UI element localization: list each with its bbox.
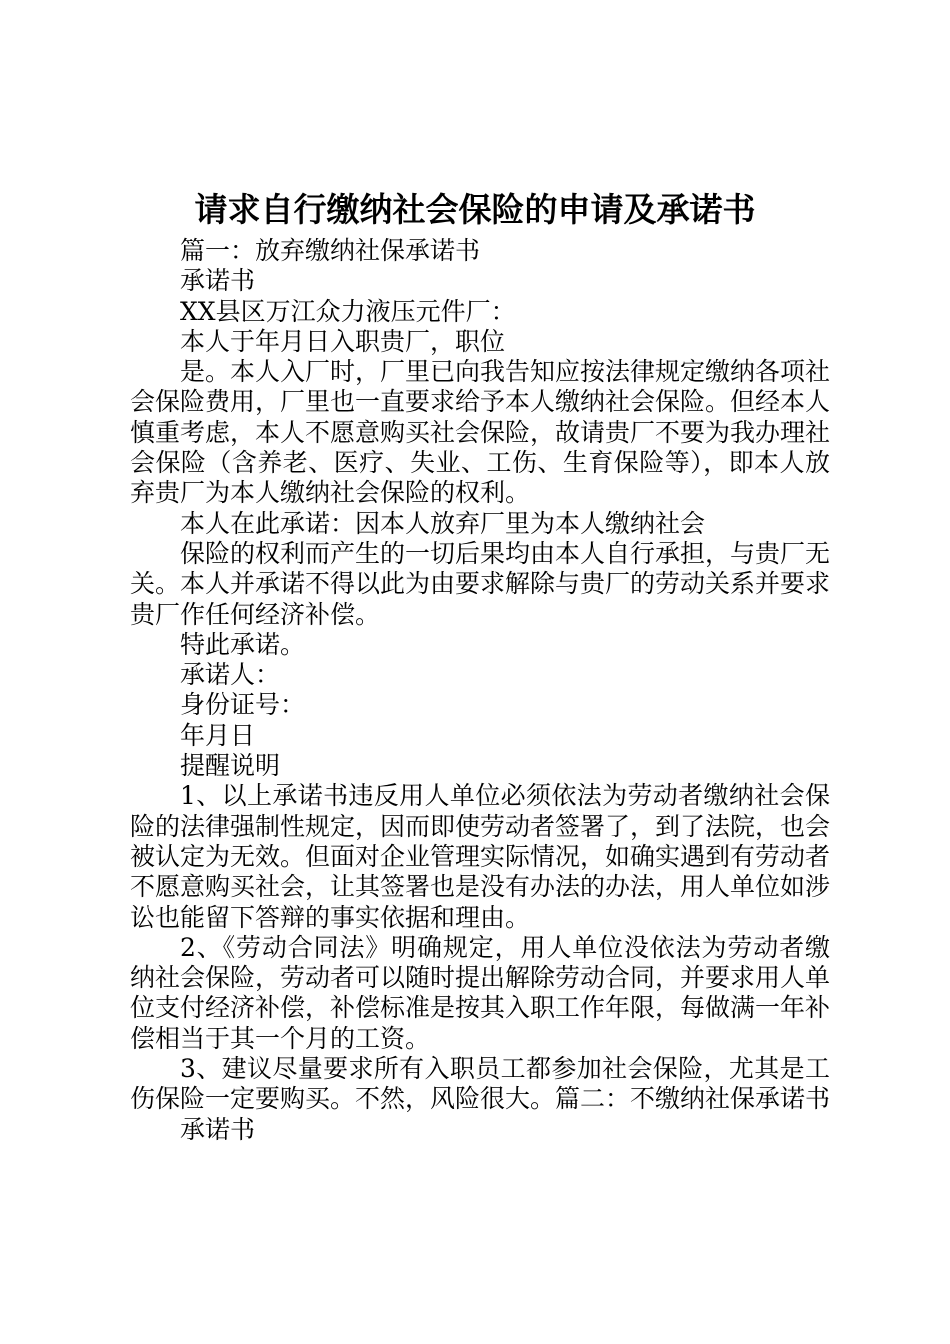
- document-title: 请求自行缴纳社会保险的申请及承诺书: [194, 190, 756, 229]
- paragraph-reminder-heading: 提醒说明: [180, 751, 281, 781]
- paragraph-note-2: 2、《劳动合同法》明确规定，用人单位没依法为劳动者缴纳社会保险，劳动者可以随时提出解除劳动合同，并要求用人单位支付经济补偿，补偿标准是按其入职工作年限，每做满一年补偿相当于其一个月的工资。: [130, 932, 831, 1053]
- paragraph-letter-title-2: 承诺书: [180, 1114, 256, 1144]
- paragraph-date: 年月日: [180, 720, 256, 750]
- paragraph-commitment: 保险的权利而产生的一切后果均由本人自行承担，与贵厂无关。本人并承诺不得以此为由要求解除与贵厂的劳动关系并要求贵厂作任何经济补偿。: [130, 538, 831, 629]
- paragraph-note-3: 3、建议尽量要求所有入职员工都参加社会保险，尤其是工伤保险一定要购买。不然，风险很大。篇二：不缴纳社保承诺书: [130, 1054, 831, 1114]
- paragraph-id-number: 身份证号：: [180, 690, 306, 720]
- paragraph-commitment-start: 本人在此承诺：因本人放弃厂里为本人缴纳社会: [180, 508, 706, 538]
- paragraph-section-heading: 篇一：放弃缴纳社保承诺书: [180, 236, 481, 265]
- paragraph-note-1: 1、以上承诺书违反用人单位必须依法为劳动者缴纳社会保险的法律强制性规定，因而即使劳动者签署了，到了法院，也会被认定为无效。但面对企业管理实际情况，如确实遇到有劳动者不愿意购买社会，让其签署也是没有办法的办法，用人单位如涉讼也能留下答辩的事实依据和理由。: [130, 781, 831, 932]
- paragraph-signer: 承诺人：: [180, 660, 281, 690]
- paragraph-letter-title: 承诺书: [180, 266, 256, 296]
- paragraph-hereby: 特此承诺。: [180, 629, 306, 659]
- paragraph-entry-date: 本人于年月日入职贵厂，职位: [180, 326, 506, 356]
- paragraph-addressee: XX县区万江众力液压元件厂：: [180, 296, 516, 326]
- document-body: [130, 236, 830, 1145]
- paragraph-statement: 是。本人入厂时，厂里已向我告知应按法律规定缴纳各项社会保险费用，厂里也一直要求给予本人缴纳社会保险。但经本人慎重考虑，本人不愿意购买社会保险，故请贵厂不要为我办理社会保险（含养老、医疗、失业、工伤、生育保险等），即本人放弃贵厂为本人缴纳社会保险的权利。: [130, 357, 831, 508]
